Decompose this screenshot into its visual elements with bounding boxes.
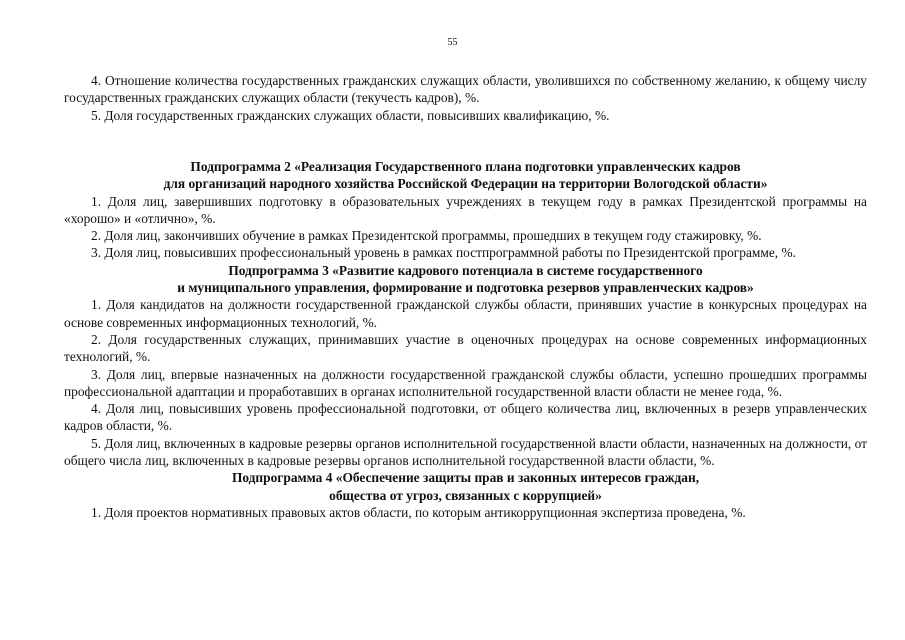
page-number: 55 — [447, 37, 458, 48]
subprogram-3-item-3: 3. Доля лиц, впервые назначенных на должности государственной гражданской службы области, успешно прошедших программы профессиональной адаптации и проработавших в органах исполнительной государственной власти области не менее года, %. — [64, 366, 867, 399]
subprogram-2 — [64, 158, 867, 262]
subprogram-4-item-1: 1. Доля проектов нормативных правовых актов области, по которым антикоррупционная экспертиза проведена, %. — [91, 504, 746, 520]
subprogram-3-heading-line1: Подпрограмма 3 «Развитие кадрового потенциала в системе государственного — [228, 262, 703, 278]
intro-section — [64, 72, 867, 124]
subprogram-3-item-1: 1. Доля кандидатов на должности государственной гражданской службы области, принявших участие в конкурсных процедурах на основе современных информационных технологий, %. — [64, 297, 867, 330]
subprogram-3-item-2: 2. Доля государственных служащих, принимавших участие в оценочных процедурах на основе современных информационных технологий, %. — [64, 331, 867, 365]
subprogram-4-heading-line2: общества от угроз, связанных с коррупцией» — [329, 487, 602, 503]
subprogram-2-item-3: 3. Доля лиц, повысивших профессиональный уровень в рамках постпрограммной работы по Президентской программе, %. — [91, 245, 796, 261]
subprogram-2-item-2: 2. Доля лиц, закончивших обучение в рамках Президентской программы, прошедших в текущем году стажировку, %. — [91, 228, 762, 244]
subprogram-3-heading-line2: и муниципального управления, формирование и подготовка резервов управленческих кадров» — [177, 280, 754, 296]
subprogram-2-heading-line1: Подпрограмма 2 «Реализация Государственного плана подготовки управленческих кадров — [190, 159, 741, 174]
subprogram-4-heading-line1: Подпрограмма 4 «Обеспечение защиты прав и законных интересов граждан, — [231, 470, 700, 486]
intro-item-5: 5. Доля государственных гражданских служащих области, повысивших квалификацию, %. — [91, 107, 610, 123]
subprogram-4 — [64, 469, 867, 521]
subprograms-section — [64, 158, 867, 521]
subprogram-3-item-5: 5. Доля лиц, включенных в кадровые резервы органов исполнительной государственной власти области, назначенных на должности, от общего числа лиц, включенных в кадровые резервы органов исполнительной государственной власти области, %. — [64, 435, 867, 469]
subprogram-2-heading-line2: для организаций народного хозяйства Российской Федерации на территории Вологодской области» — [163, 176, 768, 192]
intro-item-4: 4. Отношение количества государственных гражданских служащих области, уволившихся по собственному желанию, к общему числу государственных гражданских служащих области (текучесть кадров), %. — [64, 73, 867, 106]
subprogram-2-item-1: 1. Доля лиц, завершивших подготовку в образовательных учреждениях в текущем году в рамках Президентской программы на «хорошо» и «отлично», %. — [64, 193, 867, 226]
subprogram-3-item-4: 4. Доля лиц, повысивших уровень профессиональной подготовки, от общего количества лиц, включенных в резерв управленческих кадров области, %. — [64, 401, 867, 434]
subprogram-3 — [64, 262, 867, 470]
